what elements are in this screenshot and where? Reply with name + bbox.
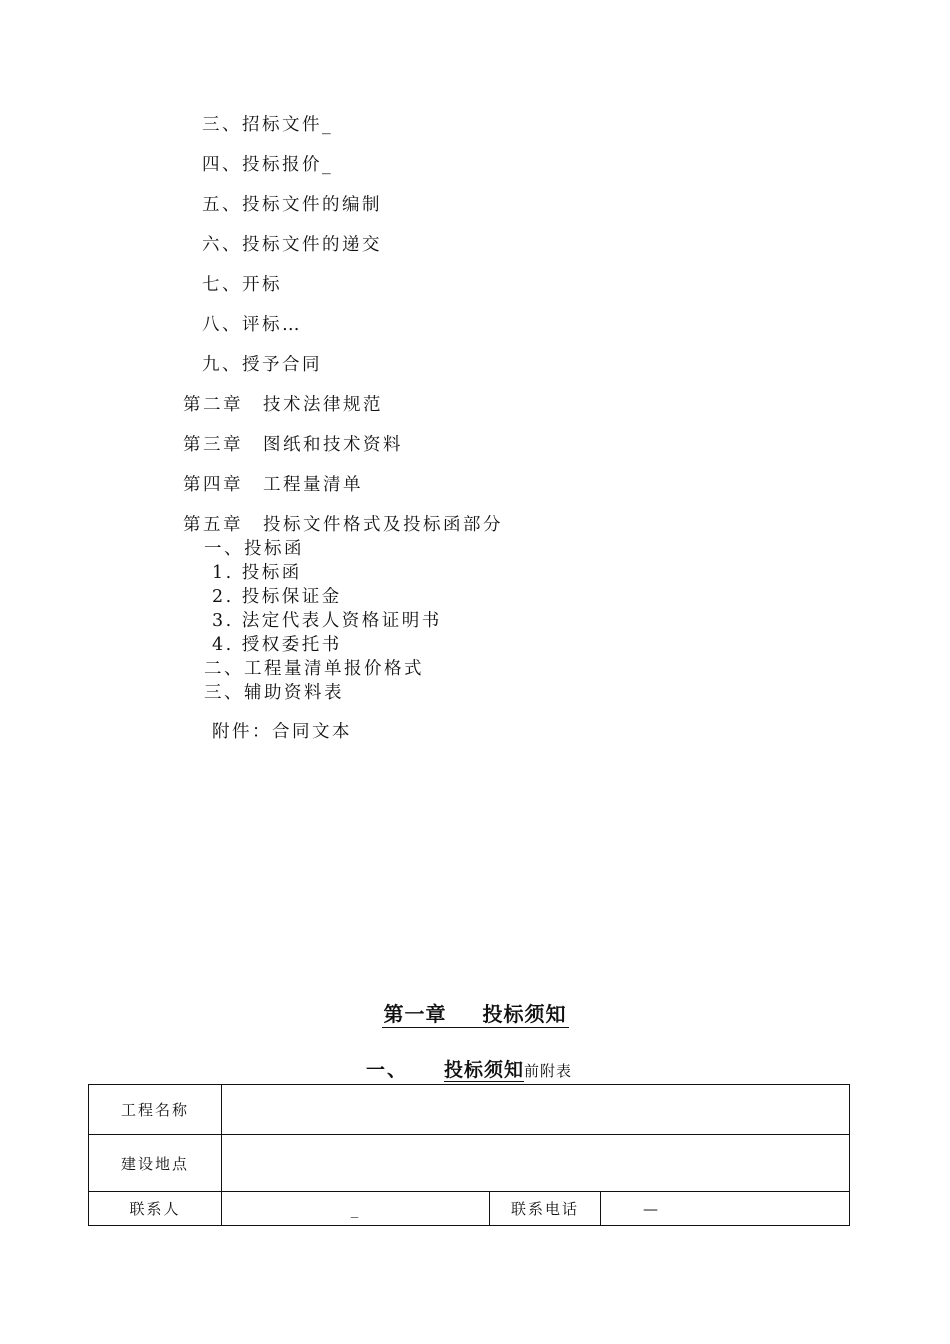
toc-item-trail: _ xyxy=(322,155,331,175)
toc-sub-item[interactable]: 二、工程量清单报价格式 xyxy=(204,659,424,679)
toc-chapter-4[interactable] xyxy=(183,474,363,496)
chapter-heading-number: 第一章 xyxy=(383,1002,447,1026)
toc-item-5[interactable] xyxy=(202,194,382,216)
phone-value: — xyxy=(643,1199,660,1218)
phone-label: 联系电话 xyxy=(490,1192,601,1226)
toc-sub-item[interactable]: 3. 法定代表人资格证明书 xyxy=(212,611,442,631)
chapter-number: 第二章 xyxy=(183,395,243,415)
project-name-value[interactable] xyxy=(222,1085,850,1135)
toc-item-label: 七、开标 xyxy=(202,275,282,295)
chapter-heading xyxy=(0,998,950,1027)
toc-chapter-2[interactable] xyxy=(183,394,383,416)
toc-item-9[interactable] xyxy=(202,354,322,376)
toc-item-6[interactable] xyxy=(202,234,382,256)
toc-item-label: 九、授予合同 xyxy=(202,355,322,375)
contact-value-cell[interactable] xyxy=(222,1192,490,1226)
project-info-table xyxy=(88,1084,850,1226)
chapter-number: 第三章 xyxy=(183,435,243,455)
chapter-title: 技术法律规范 xyxy=(263,395,383,415)
phone-value-cell[interactable] xyxy=(601,1192,850,1226)
toc-item-label: 八、评标 xyxy=(202,315,282,335)
section-heading-title: 投标须知 xyxy=(444,1059,525,1081)
toc-item-label: 四、投标报价 xyxy=(202,155,322,175)
chapter-title: 图纸和技术资料 xyxy=(263,435,403,455)
toc-sub-item[interactable]: 4. 授权委托书 xyxy=(212,635,342,655)
toc-item-3[interactable] xyxy=(202,114,331,136)
chapter-heading-title: 投标须知 xyxy=(482,1002,567,1026)
project-name-label: 工程名称 xyxy=(89,1085,222,1135)
section-heading-number: 一、 xyxy=(366,1059,409,1081)
contact-label: 联系人 xyxy=(89,1192,222,1226)
toc-sub-item[interactable]: 三、辅助资料表 xyxy=(204,683,344,703)
toc-chapter-3[interactable] xyxy=(183,434,403,456)
toc-sub-item[interactable]: 1. 投标函 xyxy=(212,563,302,583)
toc-chapter-5[interactable] xyxy=(183,514,503,536)
toc-item-label: 三、招标文件 xyxy=(202,115,322,135)
toc-item-8[interactable] xyxy=(202,314,300,336)
toc-sub-item[interactable]: 2. 投标保证金 xyxy=(212,587,342,607)
location-value[interactable] xyxy=(222,1135,850,1192)
section-heading xyxy=(366,1055,572,1082)
section-heading-suffix: 前附表 xyxy=(524,1062,573,1080)
chapter-title: 投标文件格式及投标函部分 xyxy=(263,515,503,535)
location-label: 建设地点 xyxy=(89,1135,222,1192)
toc-sub-item[interactable]: 一、投标函 xyxy=(204,539,304,559)
toc-item-trail: _ xyxy=(322,115,331,135)
table-row xyxy=(89,1135,850,1192)
toc-item-4[interactable] xyxy=(202,154,331,176)
toc-item-label: 六、投标文件的递交 xyxy=(202,235,382,255)
toc-item-label: 五、投标文件的编制 xyxy=(202,195,382,215)
chapter-number: 第四章 xyxy=(183,475,243,495)
toc-item-trail: … xyxy=(282,315,300,335)
chapter-title: 工程量清单 xyxy=(263,475,363,495)
chapter-number: 第五章 xyxy=(183,515,243,535)
contact-value: _ xyxy=(350,1199,361,1218)
table-row xyxy=(89,1192,850,1226)
toc-item-7[interactable] xyxy=(202,274,282,296)
table-row xyxy=(89,1085,850,1135)
toc-appendix[interactable]: 附件：合同文本 xyxy=(212,722,352,742)
